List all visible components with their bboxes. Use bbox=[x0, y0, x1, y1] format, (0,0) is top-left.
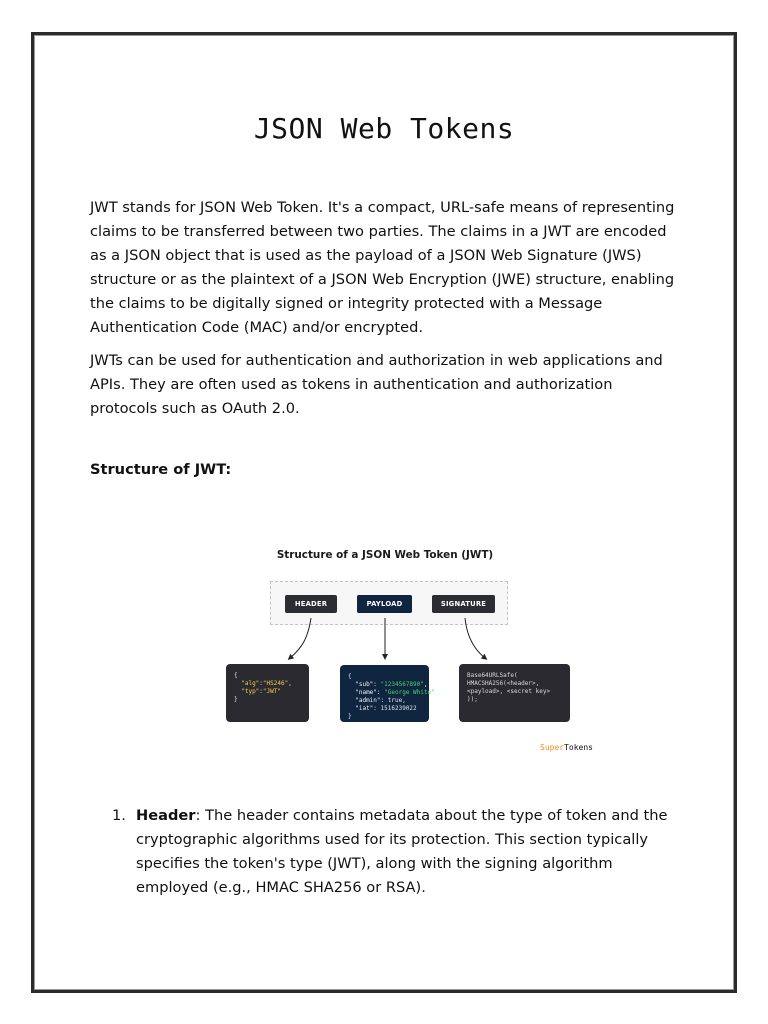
intro-paragraph: JWT stands for JSON Web Token. It's a compact, URL-safe means of representing claims to be transferred between two parties. The claims in a JWT are encoded as a JSON object that is used as the payload of a JSON Web Signature (JWS) structure or as the plaintext of a JSON Web Encryption (JWE) structure, enabling the claims to be digitally signed or integrity protected with a Message Authentication Code (MAC) and/or encrypted. bbox=[90, 199, 675, 336]
jwt-structure-diagram bbox=[180, 540, 610, 760]
signature-code-card: Base64URLSafe( HMACSHA256(<header>, <payload>, <secret key> )); bbox=[459, 664, 570, 722]
header-arrow bbox=[290, 618, 311, 658]
payload-part-label: PAYLOAD bbox=[357, 595, 412, 613]
brand-logo: SuperTokens bbox=[540, 743, 593, 752]
document-title: JSON Web Tokens bbox=[253, 112, 515, 145]
header-part-label: HEADER bbox=[285, 595, 337, 613]
section-heading: Structure of JWT: bbox=[90, 461, 232, 478]
signature-part-label: SIGNATURE bbox=[432, 595, 495, 613]
usage-paragraph: JWTs can be used for authentication and authorization in web applications and APIs. They are often used as tokens in authentication and authorization protocols such as OAuth 2.0. bbox=[90, 352, 663, 417]
header-code-card: { "alg":"HS246", "typ":"JWT" } bbox=[226, 664, 309, 722]
list-body bbox=[136, 804, 686, 900]
list-number: 1. bbox=[112, 807, 126, 824]
diagram-title: Structure of a JSON Web Token (JWT) bbox=[276, 549, 494, 561]
payload-code-card: { "sub": "1234567890", "name": "George White", "admin": true, "iat": 1516239022 } bbox=[340, 665, 429, 722]
list-text: : The header contains metadata about the type of token and the cryptographic algorithms used for its protection. This section typically specifies the token's type (JWT), along with the signing algorithm employed (e.g., HMAC SHA256 or RSA). bbox=[136, 807, 668, 896]
connector-arrows bbox=[180, 540, 610, 760]
signature-arrow bbox=[465, 618, 485, 658]
list-term: Header bbox=[136, 807, 196, 824]
